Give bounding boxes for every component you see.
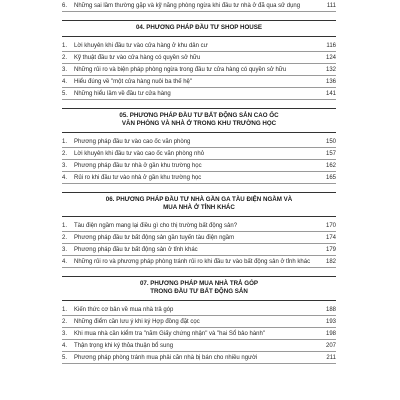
- entry-page-number: 165: [325, 174, 336, 181]
- table-of-contents: [62, 0, 336, 364]
- entry-title: Phương pháp đầu tư nhà ở gần khu trường học: [74, 162, 202, 169]
- entry-page-number: 170: [325, 222, 336, 229]
- chapter-heading: [62, 192, 336, 217]
- entry-title: Những hiểu lầm về đầu tư cửa hàng: [74, 90, 171, 97]
- entry-title: Những rủi ro và biện pháp phòng ngừa trong đầu tư cửa hàng có quyền sở hữu: [74, 66, 287, 73]
- entry-title: Lời khuyên khi đầu tư vào cửa hàng ở khu dân cư: [74, 42, 208, 49]
- toc-entry: [62, 172, 336, 184]
- entry-number: 1.: [62, 306, 68, 313]
- entry-number: 2.: [62, 318, 68, 325]
- entry-title: Thận trọng khi ký thỏa thuận bổ sung: [74, 342, 174, 349]
- entry-number: 5.: [62, 354, 68, 361]
- toc-entry: [62, 232, 336, 244]
- toc-entry: [62, 40, 336, 52]
- entry-page-number: 136: [325, 78, 336, 85]
- entry-page-number: 188: [325, 306, 336, 313]
- entry-title: Kiến thức cơ bản về mua nhà trả góp: [74, 306, 174, 313]
- entry-number: 4.: [62, 258, 68, 265]
- chapter-section-06: [62, 192, 336, 268]
- entry-page-number: 141: [325, 90, 336, 97]
- entry-page-number: 132: [325, 66, 336, 73]
- toc-entry: [62, 244, 336, 256]
- entry-number: 3.: [62, 66, 68, 73]
- chapter-heading-line: 06. PHƯƠNG PHÁP ĐẦU TƯ NHÀ GẦN GA TÀU ĐIỆN NGẦM VÀ: [105, 195, 293, 203]
- entry-title: Khi mua nhà cần kiểm tra "năm Giấy chứng nhận" và "hai Sổ bảo hành": [74, 330, 265, 337]
- toc-entry: [62, 76, 336, 88]
- entry-number: 2.: [62, 54, 68, 61]
- toc-entry: [62, 220, 336, 232]
- entry-page-number: 174: [325, 234, 336, 241]
- chapter-heading-line: 07. PHƯƠNG PHÁP MUA NHÀ TRẢ GÓP: [139, 279, 259, 287]
- entry-title: Những sai lầm thường gặp và kỹ năng phòng ngừa khi đầu tư nhà ở đã qua sử dụng: [74, 3, 301, 9]
- entry-page-number: 182: [325, 258, 336, 265]
- entry-page-number: 116: [326, 42, 336, 49]
- entry-title: Tàu điện ngầm mang lại điều gì cho thị trường bất động sản?: [74, 222, 238, 229]
- entry-title: Phương pháp đầu tư vào cao ốc văn phòng: [74, 138, 191, 145]
- entry-number: 4.: [62, 78, 68, 85]
- chapter-heading-line: VĂN PHÒNG VÀ NHÀ Ở TRONG KHU TRƯỜNG HỌC: [121, 120, 277, 127]
- toc-entry: [62, 64, 336, 76]
- entry-number: 3.: [62, 330, 68, 337]
- entry-title: Những điểm cần lưu ý khi ký Hợp đồng đặt cọc: [74, 318, 200, 325]
- toc-entry: [62, 136, 336, 148]
- chapter-section-07: [62, 276, 336, 364]
- entry-page-number: 211: [326, 354, 336, 361]
- entry-page-number: 111: [326, 3, 336, 9]
- chapter-heading: [62, 276, 336, 301]
- entry-title: Kỹ thuật đầu tư vào cửa hàng có quyền sở hữu: [74, 54, 201, 61]
- entry-number: 1.: [62, 222, 68, 229]
- entry-number: 1.: [62, 42, 68, 49]
- entry-number: 5.: [62, 90, 68, 97]
- entry-number: 6.: [62, 3, 68, 9]
- chapter-heading-line: 05. PHƯƠNG PHÁP ĐẦU TƯ BẤT ĐỘNG SẢN CAO ỐC: [119, 111, 279, 119]
- entry-title: Phương pháp đầu tư bất động sản ở tỉnh khác: [74, 246, 198, 253]
- entry-number: 3.: [62, 246, 68, 253]
- toc-entry: [62, 352, 336, 364]
- entry-number: 1.: [62, 138, 68, 145]
- chapter-heading: [62, 108, 336, 133]
- toc-entry: [62, 304, 336, 316]
- toc-entry: [62, 160, 336, 172]
- entry-number: 4.: [62, 342, 68, 349]
- entry-title: Phương pháp phòng tránh mua phải căn nhà bị bán cho nhiều người: [74, 354, 258, 361]
- entry-title: Lời khuyên khi đầu tư vào cao ốc văn phòng nhỏ: [74, 150, 205, 157]
- toc-entry: [62, 52, 336, 64]
- toc-entry: [62, 328, 336, 340]
- entry-page-number: 198: [325, 330, 336, 337]
- toc-entry: [62, 0, 336, 12]
- chapter-section-04: [62, 20, 336, 100]
- entry-page-number: 193: [325, 318, 336, 325]
- entry-number: 4.: [62, 174, 68, 181]
- entry-page-number: 157: [325, 150, 336, 157]
- chapter-heading-line: 04. PHƯƠNG PHÁP ĐẦU TƯ SHOP HOUSE: [135, 24, 263, 31]
- chapter-heading-line: TRONG ĐẦU TƯ BẤT ĐỘNG SẢN: [150, 288, 248, 295]
- toc-entry: [62, 148, 336, 160]
- entry-page-number: 150: [325, 138, 336, 145]
- chapter-heading: [62, 20, 336, 37]
- toc-entry: [62, 256, 336, 268]
- entry-title: Phương pháp đầu tư bất động sản gần tuyến tàu điện ngầm: [74, 234, 235, 241]
- entry-title: Những rủi ro và phương pháp phòng tránh rủi ro khi đầu tư vào bất động sản ở tỉnh khác: [74, 258, 311, 265]
- entry-page-number: 207: [325, 342, 336, 349]
- toc-entry: [62, 340, 336, 352]
- toc-entry: [62, 88, 336, 100]
- entry-page-number: 179: [325, 246, 336, 253]
- entry-number: 3.: [62, 162, 68, 169]
- chapter-section-05: [62, 108, 336, 184]
- entry-page-number: 162: [325, 162, 336, 169]
- entry-page-number: 124: [325, 54, 336, 61]
- entry-number: 2.: [62, 150, 68, 157]
- chapter-heading-line: MUA NHÀ Ở TỈNH KHÁC: [163, 204, 235, 211]
- toc-entry: [62, 316, 336, 328]
- entry-number: 2.: [62, 234, 68, 241]
- entry-title: Rủi ro khi đầu tư vào nhà ở gần khu trường học: [74, 174, 202, 181]
- entry-title: Hiểu đúng về "một cửa hàng nuôi ba thế hệ": [74, 78, 193, 85]
